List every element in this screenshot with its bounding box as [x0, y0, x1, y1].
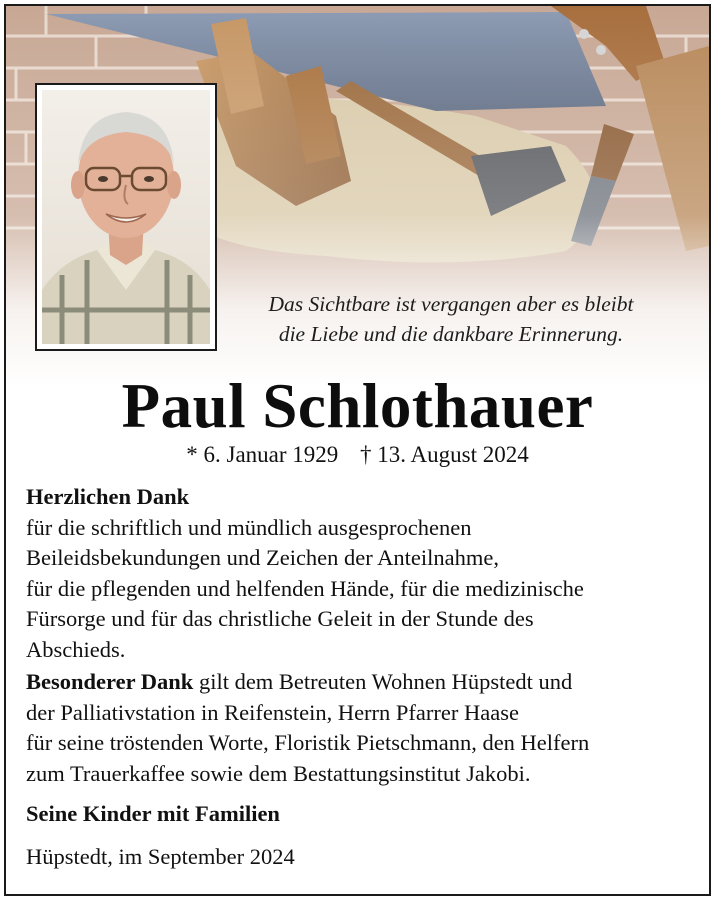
quote-line-1: Das Sichtbare ist vergangen aber es bleibt — [268, 292, 634, 316]
deceased-name: Paul Schlothauer — [121, 371, 594, 441]
portrait-photo-frame — [35, 83, 217, 351]
life-dates — [6, 440, 709, 470]
quote-line-2: die Liebe und die dankbare Erinnerung. — [278, 322, 624, 346]
birth-date: * 6. Januar 1929 — [186, 442, 339, 467]
thanks-line: für die schriftlich und mündlich ausgesprochenen — [26, 514, 472, 540]
thanks-line: für die pflegenden und helfenden Hände, für die medizinische — [26, 575, 584, 601]
place-date: Hüpstedt, im September 2024 — [26, 844, 295, 869]
thanks-line: Abschieds. — [26, 636, 126, 662]
thanks-heading: Herzlichen Dank — [26, 484, 190, 509]
death-date: † 13. August 2024 — [360, 442, 529, 467]
obituary-card — [4, 4, 711, 896]
special-thanks-line: für seine tröstenden Worte, Floristik Pietschmann, den Helfern — [26, 730, 590, 755]
thanks-line: Beileidsbekundungen und Zeichen der Anteilnahme, — [26, 545, 499, 570]
thanks-line: Fürsorge und für das christliche Geleit in der Stunde des — [26, 606, 534, 631]
signature: Seine Kinder mit Familien — [26, 801, 280, 826]
special-thanks-line-rest: gilt dem Betreuten Wohnen Hüpstedt und — [193, 669, 573, 694]
special-thanks-line: der Palliativstation in Reifenstein, Herrn Pfarrer Haase — [26, 699, 519, 725]
thanks-paragraph — [26, 482, 584, 665]
special-thanks-line — [26, 667, 589, 698]
special-thanks-paragraph — [26, 667, 589, 789]
special-thanks-line: zum Trauerkaffee sowie dem Bestattungsinstitut Jakobi. — [26, 760, 531, 786]
memorial-quote — [221, 289, 681, 349]
special-thanks-lead: Besonderer Dank — [26, 669, 194, 694]
portrait-photo — [42, 90, 210, 344]
